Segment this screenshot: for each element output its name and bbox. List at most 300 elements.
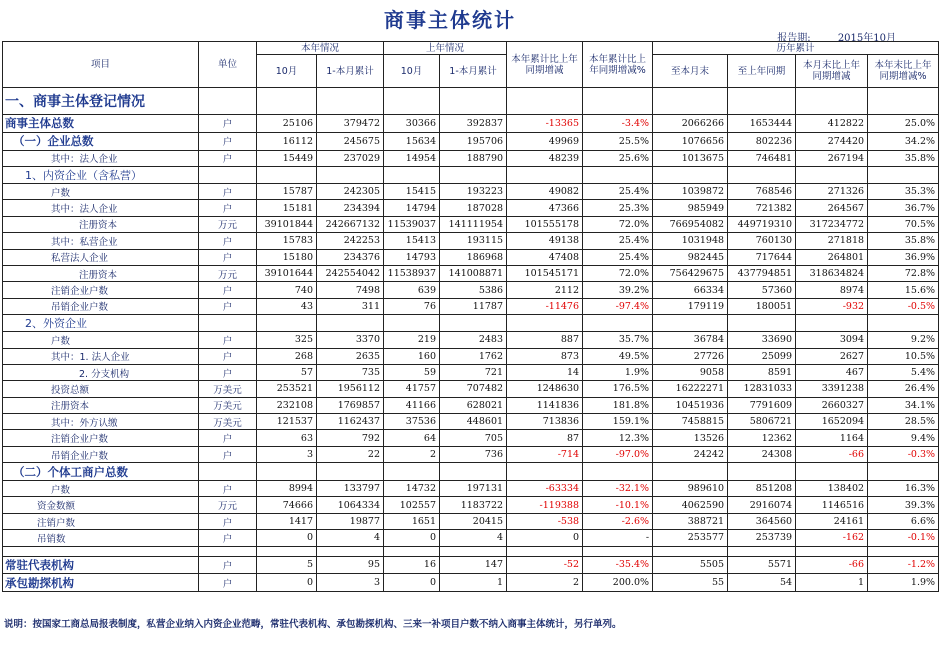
row-unit: 万元 bbox=[199, 497, 257, 513]
cell-value: 7498 bbox=[317, 282, 384, 298]
cell-value bbox=[384, 88, 440, 115]
cell-value: 25.5% bbox=[583, 132, 653, 150]
cell-value: 15783 bbox=[257, 233, 317, 249]
cell-value bbox=[653, 88, 728, 115]
row-label: 2. 分支机构 bbox=[3, 364, 199, 380]
row-unit: 户 bbox=[199, 574, 257, 592]
row-unit: 户 bbox=[199, 530, 257, 546]
cell-value: -714 bbox=[507, 446, 583, 462]
cell-value bbox=[728, 88, 796, 115]
row-label: 1、内资企业（含私营） bbox=[3, 166, 199, 183]
cell-value bbox=[583, 166, 653, 183]
cell-value: -0.1% bbox=[868, 530, 939, 546]
cell-value: 392837 bbox=[440, 115, 507, 133]
row-unit: 户 bbox=[199, 249, 257, 265]
row-label: 其中：法人企业 bbox=[3, 200, 199, 216]
cell-value: 35.3% bbox=[868, 183, 939, 199]
cell-value bbox=[317, 88, 384, 115]
cell-value bbox=[728, 546, 796, 556]
cell-value bbox=[257, 88, 317, 115]
cell-value: 16 bbox=[384, 556, 440, 574]
cell-value: 121537 bbox=[257, 414, 317, 430]
cell-value: 1248630 bbox=[507, 381, 583, 397]
table-row bbox=[3, 315, 939, 332]
cell-value: 25.6% bbox=[583, 150, 653, 166]
cell-value bbox=[384, 463, 440, 481]
row-label: 投资总额 bbox=[3, 381, 199, 397]
cell-value: 264567 bbox=[796, 200, 868, 216]
row-label: 注册资本 bbox=[3, 216, 199, 232]
cell-value: 47366 bbox=[507, 200, 583, 216]
row-label: （二）个体工商户总数 bbox=[3, 463, 199, 481]
cell-value: 4 bbox=[317, 530, 384, 546]
row-label: 一、商事主体登记情况 bbox=[3, 88, 199, 115]
cell-value: 54 bbox=[728, 574, 796, 592]
cell-value: 39101644 bbox=[257, 265, 317, 281]
table-row bbox=[3, 556, 939, 574]
table-row bbox=[3, 513, 939, 529]
cell-value: 311 bbox=[317, 298, 384, 314]
cell-value: 851208 bbox=[728, 481, 796, 497]
cell-value: 14794 bbox=[384, 200, 440, 216]
row-label: 注销企业户数 bbox=[3, 282, 199, 298]
table-row bbox=[3, 497, 939, 513]
cell-value: 193223 bbox=[440, 183, 507, 199]
row-label: 户数 bbox=[3, 183, 199, 199]
cell-value: 72.8% bbox=[868, 265, 939, 281]
cell-value: 193115 bbox=[440, 233, 507, 249]
cell-value: 412822 bbox=[796, 115, 868, 133]
cell-value: 9.4% bbox=[868, 430, 939, 446]
cell-value: 188790 bbox=[440, 150, 507, 166]
cell-value bbox=[317, 315, 384, 332]
cell-value: 66334 bbox=[653, 282, 728, 298]
cell-value: 242253 bbox=[317, 233, 384, 249]
cell-value: 39101844 bbox=[257, 216, 317, 232]
cell-value bbox=[868, 463, 939, 481]
cell-value: 186968 bbox=[440, 249, 507, 265]
cell-value: 87 bbox=[507, 430, 583, 446]
table-row bbox=[3, 166, 939, 183]
cell-value: 873 bbox=[507, 348, 583, 364]
cell-value: 5386 bbox=[440, 282, 507, 298]
cell-value: 253577 bbox=[653, 530, 728, 546]
stats-table bbox=[2, 41, 939, 592]
cell-value: 5.4% bbox=[868, 364, 939, 380]
row-label: 商事主体总数 bbox=[3, 115, 199, 133]
cell-value: 12.3% bbox=[583, 430, 653, 446]
cell-value: 49969 bbox=[507, 132, 583, 150]
cell-value: 887 bbox=[507, 332, 583, 348]
cell-value: 268 bbox=[257, 348, 317, 364]
cell-value: 1076656 bbox=[653, 132, 728, 150]
cell-value: 37536 bbox=[384, 414, 440, 430]
cell-value: 19877 bbox=[317, 513, 384, 529]
row-label: 注销户数 bbox=[3, 513, 199, 529]
page-title: 商事主体统计 bbox=[384, 8, 516, 32]
cell-value: 1183722 bbox=[440, 497, 507, 513]
cell-value: 756429675 bbox=[653, 265, 728, 281]
cell-value bbox=[257, 546, 317, 556]
cell-value: -119388 bbox=[507, 497, 583, 513]
cell-value bbox=[440, 463, 507, 481]
header-end-vs-last: 本月末比上年同期增减 bbox=[796, 55, 868, 88]
cell-value bbox=[384, 546, 440, 556]
row-label bbox=[3, 546, 199, 556]
cell-value bbox=[257, 315, 317, 332]
cell-value: 1164 bbox=[796, 430, 868, 446]
cell-value bbox=[796, 546, 868, 556]
cell-value: 101555178 bbox=[507, 216, 583, 232]
row-unit: 户 bbox=[199, 481, 257, 497]
cell-value: 245675 bbox=[317, 132, 384, 150]
cell-value: 20415 bbox=[440, 513, 507, 529]
cell-value: 41166 bbox=[384, 397, 440, 413]
cell-value bbox=[868, 88, 939, 115]
report-period-value: 2015年10月 bbox=[837, 33, 896, 44]
row-label: 私营法人企业 bbox=[3, 249, 199, 265]
cell-value: 49138 bbox=[507, 233, 583, 249]
cell-value: 2112 bbox=[507, 282, 583, 298]
row-label: 2、外资企业 bbox=[3, 315, 199, 332]
cell-value: 34.1% bbox=[868, 397, 939, 413]
row-unit: 万美元 bbox=[199, 397, 257, 413]
cell-value: 5 bbox=[257, 556, 317, 574]
header-to-last-year-same: 至上年同期 bbox=[728, 55, 796, 88]
row-unit: 户 bbox=[199, 115, 257, 133]
cell-value: 36.9% bbox=[868, 249, 939, 265]
cell-value: 1.9% bbox=[583, 364, 653, 380]
cell-value: -35.4% bbox=[583, 556, 653, 574]
cell-value: 3 bbox=[257, 446, 317, 462]
cell-value: 802236 bbox=[728, 132, 796, 150]
cell-value: 267194 bbox=[796, 150, 868, 166]
row-label: 吊销企业户数 bbox=[3, 446, 199, 462]
row-label: 吊销企业户数 bbox=[3, 298, 199, 314]
table-row bbox=[3, 88, 939, 115]
cell-value: 15415 bbox=[384, 183, 440, 199]
cell-value: 15449 bbox=[257, 150, 317, 166]
cell-value: 15787 bbox=[257, 183, 317, 199]
cell-value: 1031948 bbox=[653, 233, 728, 249]
row-label: 注册资本 bbox=[3, 397, 199, 413]
cell-value: 141008871 bbox=[440, 265, 507, 281]
cell-value: 102557 bbox=[384, 497, 440, 513]
row-unit: 户 bbox=[199, 183, 257, 199]
cell-value: 717644 bbox=[728, 249, 796, 265]
cell-value: 1652094 bbox=[796, 414, 868, 430]
table-row bbox=[3, 332, 939, 348]
cell-value: 35.7% bbox=[583, 332, 653, 348]
cell-value: 138402 bbox=[796, 481, 868, 497]
cell-value: 3 bbox=[317, 574, 384, 592]
row-unit: 万元 bbox=[199, 216, 257, 232]
footnote: 说明：按国家工商总局报表制度，私营企业纳入内资企业范畴，常驻代表机构、承包勘探机构、三来一补项目户数不纳入商事主体统计，另行单列。 bbox=[4, 619, 622, 630]
cell-value bbox=[796, 463, 868, 481]
cell-value: 5505 bbox=[653, 556, 728, 574]
header-end-vs-last-pct: 本年末比上年同期增减% bbox=[868, 55, 939, 88]
cell-value: -0.5% bbox=[868, 298, 939, 314]
cell-value: 10451936 bbox=[653, 397, 728, 413]
cell-value: 1956112 bbox=[317, 381, 384, 397]
cell-value: 8974 bbox=[796, 282, 868, 298]
table-row bbox=[3, 282, 939, 298]
cell-value bbox=[384, 166, 440, 183]
cell-value: 39.3% bbox=[868, 497, 939, 513]
table-row bbox=[3, 216, 939, 232]
cell-value: 141111954 bbox=[440, 216, 507, 232]
cell-value: 15180 bbox=[257, 249, 317, 265]
row-label: 其中：私营企业 bbox=[3, 233, 199, 249]
table-row bbox=[3, 183, 939, 199]
cell-value: 325 bbox=[257, 332, 317, 348]
cell-value: 253739 bbox=[728, 530, 796, 546]
cell-value: 16222271 bbox=[653, 381, 728, 397]
row-unit: 户 bbox=[199, 200, 257, 216]
cell-value: 59 bbox=[384, 364, 440, 380]
cell-value: 3370 bbox=[317, 332, 384, 348]
cell-value: 4 bbox=[440, 530, 507, 546]
table-row bbox=[3, 414, 939, 430]
cell-value: 2 bbox=[384, 446, 440, 462]
cell-value: 15181 bbox=[257, 200, 317, 216]
cell-value: -10.1% bbox=[583, 497, 653, 513]
cell-value bbox=[317, 166, 384, 183]
cell-value: 147 bbox=[440, 556, 507, 574]
cell-value: 6.6% bbox=[868, 513, 939, 529]
cell-value: 2635 bbox=[317, 348, 384, 364]
row-unit: 户 bbox=[199, 430, 257, 446]
cell-value: 1769857 bbox=[317, 397, 384, 413]
cell-value: 159.1% bbox=[583, 414, 653, 430]
cell-value: 33690 bbox=[728, 332, 796, 348]
cell-value: 25099 bbox=[728, 348, 796, 364]
table-row bbox=[3, 233, 939, 249]
cell-value: 264801 bbox=[796, 249, 868, 265]
cell-value: 176.5% bbox=[583, 381, 653, 397]
header-last-year: 上年情况 bbox=[384, 42, 507, 55]
cell-value: 14 bbox=[507, 364, 583, 380]
table-row bbox=[3, 381, 939, 397]
cell-value: 740 bbox=[257, 282, 317, 298]
cell-value: 234376 bbox=[317, 249, 384, 265]
cell-value: 180051 bbox=[728, 298, 796, 314]
cell-value: 639 bbox=[384, 282, 440, 298]
cell-value: 3391238 bbox=[796, 381, 868, 397]
cell-value: 0 bbox=[257, 530, 317, 546]
cell-value: 1162437 bbox=[317, 414, 384, 430]
cell-value: 7791609 bbox=[728, 397, 796, 413]
cell-value: 271326 bbox=[796, 183, 868, 199]
cell-value bbox=[257, 166, 317, 183]
cell-value: 628021 bbox=[440, 397, 507, 413]
header-to-month-end: 至本月末 bbox=[653, 55, 728, 88]
cell-value bbox=[507, 88, 583, 115]
cell-value: 1146516 bbox=[796, 497, 868, 513]
cell-value: -13365 bbox=[507, 115, 583, 133]
cell-value bbox=[317, 546, 384, 556]
cell-value: 12831033 bbox=[728, 381, 796, 397]
cell-value: 0 bbox=[257, 574, 317, 592]
cell-value: -11476 bbox=[507, 298, 583, 314]
cell-value: 253521 bbox=[257, 381, 317, 397]
cell-value bbox=[583, 315, 653, 332]
table-row bbox=[3, 430, 939, 446]
cell-value: 0 bbox=[507, 530, 583, 546]
header-unit: 单位 bbox=[199, 42, 257, 88]
row-unit: 户 bbox=[199, 556, 257, 574]
cell-value: 721382 bbox=[728, 200, 796, 216]
cell-value: 36.7% bbox=[868, 200, 939, 216]
cell-value bbox=[583, 546, 653, 556]
cell-value: -932 bbox=[796, 298, 868, 314]
cell-value: 55 bbox=[653, 574, 728, 592]
cell-value bbox=[583, 463, 653, 481]
cell-value bbox=[796, 88, 868, 115]
cell-value bbox=[507, 463, 583, 481]
cell-value: 448601 bbox=[440, 414, 507, 430]
cell-value: 2066266 bbox=[653, 115, 728, 133]
cell-value: 5806721 bbox=[728, 414, 796, 430]
cell-value bbox=[653, 315, 728, 332]
cell-value: 707482 bbox=[440, 381, 507, 397]
cell-value: 449719310 bbox=[728, 216, 796, 232]
cell-value: 25.3% bbox=[583, 200, 653, 216]
row-label: 吊销数 bbox=[3, 530, 199, 546]
cell-value: -32.1% bbox=[583, 481, 653, 497]
table-row bbox=[3, 530, 939, 546]
cell-value: -0.3% bbox=[868, 446, 939, 462]
row-label: 其中：法人企业 bbox=[3, 150, 199, 166]
cell-value: -66 bbox=[796, 556, 868, 574]
table-row bbox=[3, 265, 939, 281]
table-row bbox=[3, 150, 939, 166]
cell-value bbox=[384, 315, 440, 332]
cell-value: 1064334 bbox=[317, 497, 384, 513]
cell-value: 14954 bbox=[384, 150, 440, 166]
table-body bbox=[3, 88, 939, 592]
cell-value: 2 bbox=[507, 574, 583, 592]
cell-value: 792 bbox=[317, 430, 384, 446]
cell-value: 5571 bbox=[728, 556, 796, 574]
cell-value: 64 bbox=[384, 430, 440, 446]
cell-value: 237029 bbox=[317, 150, 384, 166]
cell-value: 10.5% bbox=[868, 348, 939, 364]
cell-value: 57 bbox=[257, 364, 317, 380]
header-history: 历年累计 bbox=[653, 42, 939, 55]
cell-value: 232108 bbox=[257, 397, 317, 413]
header-this-month: 10月 bbox=[257, 55, 317, 88]
cell-value: 195706 bbox=[440, 132, 507, 150]
table-row bbox=[3, 249, 939, 265]
cell-value: 43 bbox=[257, 298, 317, 314]
cell-value: 437794851 bbox=[728, 265, 796, 281]
cell-value: 181.8% bbox=[583, 397, 653, 413]
cell-value: 25.4% bbox=[583, 249, 653, 265]
cell-value bbox=[728, 166, 796, 183]
cell-value: 735 bbox=[317, 364, 384, 380]
table-row bbox=[3, 348, 939, 364]
cell-value: 736 bbox=[440, 446, 507, 462]
cell-value: 15.6% bbox=[868, 282, 939, 298]
cell-value bbox=[507, 546, 583, 556]
cell-value: 72.0% bbox=[583, 265, 653, 281]
cell-value bbox=[653, 166, 728, 183]
table-row bbox=[3, 574, 939, 592]
cell-value: 28.5% bbox=[868, 414, 939, 430]
header-last-ytd: 1-本月累计 bbox=[440, 55, 507, 88]
table-row bbox=[3, 132, 939, 150]
table-row bbox=[3, 446, 939, 462]
cell-value: 197131 bbox=[440, 481, 507, 497]
cell-value: 12362 bbox=[728, 430, 796, 446]
cell-value: 2483 bbox=[440, 332, 507, 348]
cell-value bbox=[583, 88, 653, 115]
cell-value: 9.2% bbox=[868, 332, 939, 348]
row-label: （一）企业总数 bbox=[3, 132, 199, 150]
cell-value: -97.4% bbox=[583, 298, 653, 314]
cell-value bbox=[796, 315, 868, 332]
cell-value: -66 bbox=[796, 446, 868, 462]
row-unit: 户 bbox=[199, 233, 257, 249]
row-unit bbox=[199, 166, 257, 183]
row-unit: 万元 bbox=[199, 265, 257, 281]
cell-value: 219 bbox=[384, 332, 440, 348]
cell-value: 0 bbox=[384, 574, 440, 592]
cell-value bbox=[507, 315, 583, 332]
cell-value: 24161 bbox=[796, 513, 868, 529]
cell-value: 160 bbox=[384, 348, 440, 364]
row-label: 户数 bbox=[3, 332, 199, 348]
cell-value: 95 bbox=[317, 556, 384, 574]
row-unit: 万美元 bbox=[199, 381, 257, 397]
table-row bbox=[3, 298, 939, 314]
cell-value: 317234772 bbox=[796, 216, 868, 232]
cell-value bbox=[440, 315, 507, 332]
cell-value bbox=[796, 166, 868, 183]
cell-value: 30366 bbox=[384, 115, 440, 133]
cell-value: 24242 bbox=[653, 446, 728, 462]
cell-value: -3.4% bbox=[583, 115, 653, 133]
cell-value: 200.0% bbox=[583, 574, 653, 592]
cell-value: 14732 bbox=[384, 481, 440, 497]
header-this-year: 本年情况 bbox=[257, 42, 384, 55]
table-row bbox=[3, 481, 939, 497]
row-unit: 户 bbox=[199, 282, 257, 298]
table-row bbox=[3, 463, 939, 481]
cell-value: 76 bbox=[384, 298, 440, 314]
cell-value: - bbox=[583, 530, 653, 546]
cell-value: 242554042 bbox=[317, 265, 384, 281]
cell-value: 1013675 bbox=[653, 150, 728, 166]
cell-value: 2660327 bbox=[796, 397, 868, 413]
cell-value: 34.2% bbox=[868, 132, 939, 150]
cell-value: 72.0% bbox=[583, 216, 653, 232]
row-unit: 万美元 bbox=[199, 414, 257, 430]
report-period-label: 报告期: bbox=[777, 33, 811, 44]
cell-value: 41757 bbox=[384, 381, 440, 397]
header-item: 项目 bbox=[3, 42, 199, 88]
cell-value: 15413 bbox=[384, 233, 440, 249]
cell-value: 1417 bbox=[257, 513, 317, 529]
cell-value: 1039872 bbox=[653, 183, 728, 199]
cell-value: 1141836 bbox=[507, 397, 583, 413]
cell-value: 234394 bbox=[317, 200, 384, 216]
row-label: 承包勘探机构 bbox=[3, 574, 199, 592]
cell-value: 16.3% bbox=[868, 481, 939, 497]
cell-value: 388721 bbox=[653, 513, 728, 529]
cell-value: 39.2% bbox=[583, 282, 653, 298]
